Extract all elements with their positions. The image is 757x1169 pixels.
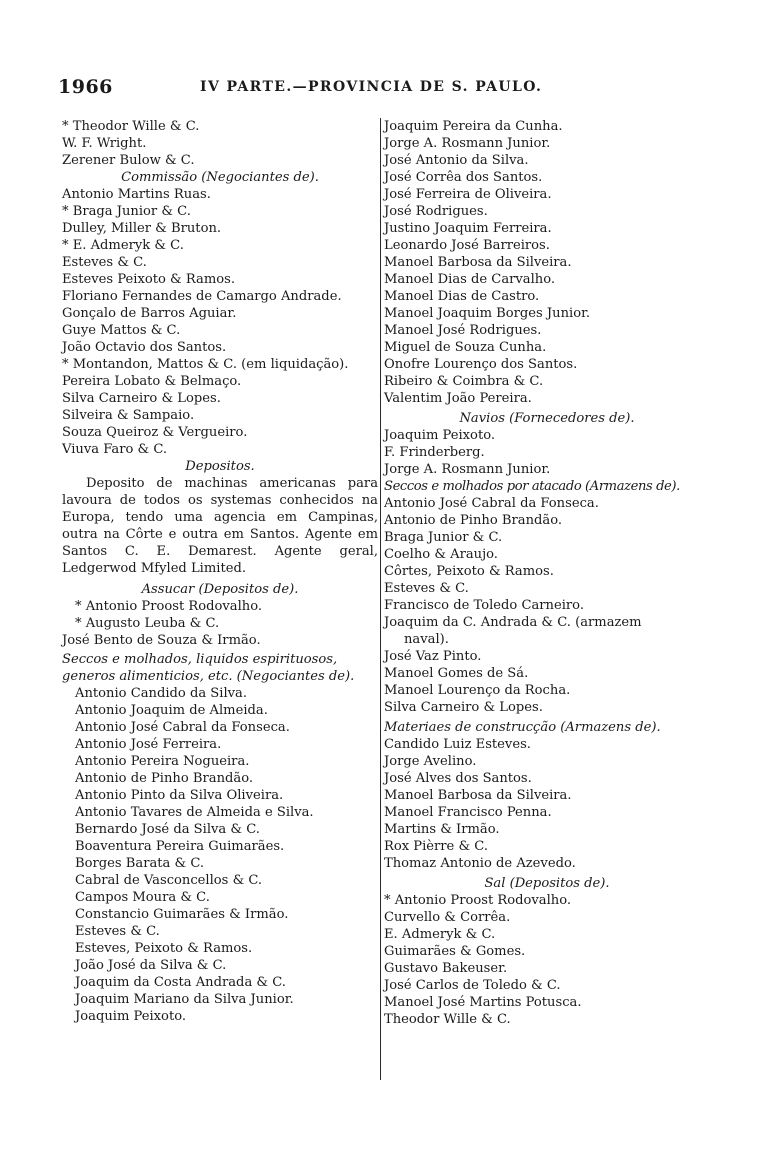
list-item: Pereira Lobato & Belmaço. xyxy=(62,374,242,389)
list-item: Ribeiro & Coimbra & C. xyxy=(384,374,544,389)
left-column xyxy=(62,118,378,1025)
list-item-continuation: naval). xyxy=(404,632,449,647)
list-item: Campos Moura & C. xyxy=(75,890,210,905)
list-item: * Montandon, Mattos & C. (em liquidação). xyxy=(62,357,349,372)
list-item: Joaquim Mariano da Silva Junior. xyxy=(75,992,294,1007)
list-item: * E. Admeryk & C. xyxy=(62,238,184,253)
list-item: José Corrêa dos Santos. xyxy=(384,170,543,185)
section-title-assucar: Assucar (Depositos de). xyxy=(141,582,299,597)
list-item: Antonio Candido da Silva. xyxy=(75,686,248,701)
list-item: Thomaz Antonio de Azevedo. xyxy=(384,856,576,871)
list-item: Esteves & C. xyxy=(384,581,469,596)
list-item: Joaquim da C. Andrada & C. (armazem xyxy=(384,615,642,630)
list-item: Manoel José Rodrigues. xyxy=(384,323,542,338)
list-item: * Antonio Proost Rodovalho. xyxy=(75,599,263,614)
list-item: Manoel Francisco Penna. xyxy=(384,805,552,820)
list-item: Braga Junior & C. xyxy=(384,530,503,545)
list-item: Joaquim Peixoto. xyxy=(384,428,496,443)
list-item: Antonio Tavares de Almeida e Silva. xyxy=(75,805,314,820)
list-item: Francisco de Toledo Carneiro. xyxy=(384,598,584,613)
list-item: * Augusto Leuba & C. xyxy=(75,616,220,631)
list-item: Manoel Lourenço da Rocha. xyxy=(384,683,571,698)
list-item: Viuva Faro & C. xyxy=(62,442,168,457)
list-item: José Rodrigues. xyxy=(384,204,488,219)
list-item: W. F. Wright. xyxy=(62,136,147,151)
list-item: Joaquim Peixoto. xyxy=(75,1009,187,1024)
list-item: Coelho & Araujo. xyxy=(384,547,498,562)
list-item: Manoel José Martins Potusca. xyxy=(384,995,582,1010)
list-item: Justino Joaquim Ferreira. xyxy=(384,221,552,236)
list-item: Floriano Fernandes de Camargo Andrade. xyxy=(62,289,342,304)
list-item: Curvello & Corrêa. xyxy=(384,910,511,925)
list-item: * Antonio Proost Rodovalho. xyxy=(384,893,572,908)
list-item: João Octavio dos Santos. xyxy=(62,340,227,355)
page-title: IV PARTE.—PROVINCIA DE S. PAULO. xyxy=(200,79,543,95)
list-item: José Ferreira de Oliveira. xyxy=(384,187,552,202)
list-item: Valentim João Pereira. xyxy=(384,391,532,406)
section-title-seccos-atacado: Seccos e molhados por atacado (Armazens de). xyxy=(384,479,680,494)
list-item: Esteves & C. xyxy=(62,255,147,270)
list-item: Esteves Peixoto & Ramos. xyxy=(62,272,236,287)
list-item: Côrtes, Peixoto & Ramos. xyxy=(384,564,554,579)
list-item: Manoel Dias de Castro. xyxy=(384,289,540,304)
section-title-sal: Sal (Depositos de). xyxy=(484,876,610,891)
list-item: João José da Silva & C. xyxy=(75,958,227,973)
section-title-materiaes: Materiaes de construcção (Armazens de). xyxy=(384,720,661,735)
list-item: José Vaz Pinto. xyxy=(384,649,482,664)
list-item: Theodor Wille & C. xyxy=(384,1012,511,1027)
list-item: Manoel Barbosa da Silveira. xyxy=(384,788,572,803)
list-item: José Antonio da Silva. xyxy=(384,153,529,168)
list-item: Antonio Pereira Nogueira. xyxy=(75,754,250,769)
list-item: Antonio de Pinho Brandão. xyxy=(75,771,254,786)
list-item: Zerener Bulow & C. xyxy=(62,153,195,168)
list-item: Antonio de Pinho Brandão. xyxy=(384,513,563,528)
list-item: Antonio Pinto da Silva Oliveira. xyxy=(75,788,284,803)
section-title-seccos-line2: generos alimenticios, etc. (Negociantes de). xyxy=(62,669,355,684)
list-item: Manoel Gomes de Sá. xyxy=(384,666,529,681)
list-item: Joaquim da Costa Andrada & C. xyxy=(75,975,286,990)
list-item: Antonio José Cabral da Fonseca. xyxy=(75,720,290,735)
list-item: Jorge A. Rosmann Junior. xyxy=(384,462,551,477)
list-item: Gonçalo de Barros Aguiar. xyxy=(62,306,237,321)
page-number: 1966 xyxy=(58,76,113,98)
list-item: Martins & Irmão. xyxy=(384,822,500,837)
list-item: Bernardo José da Silva & C. xyxy=(75,822,260,837)
list-item: Jorge Avelino. xyxy=(384,754,477,769)
list-item: Boaventura Pereira Guimarães. xyxy=(75,839,285,854)
list-item: Leonardo José Barreiros. xyxy=(384,238,550,253)
list-item: Manoel Dias de Carvalho. xyxy=(384,272,556,287)
list-item: Joaquim Pereira da Cunha. xyxy=(384,119,563,134)
section-title-navios: Navios (Fornecedores de). xyxy=(459,411,635,426)
list-item: Miguel de Souza Cunha. xyxy=(384,340,547,355)
list-item: * Braga Junior & C. xyxy=(62,204,191,219)
list-item: Antonio José Cabral da Fonseca. xyxy=(384,496,599,511)
list-item: Manoel Barbosa da Silveira. xyxy=(384,255,572,270)
list-item: José Carlos de Toledo & C. xyxy=(384,978,561,993)
list-item: Antonio Martins Ruas. xyxy=(62,187,211,202)
list-item: Borges Barata & C. xyxy=(75,856,205,871)
list-item: Dulley, Miller & Bruton. xyxy=(62,221,222,236)
section-title-seccos-line1: Seccos e molhados, liquidos espirituosos, xyxy=(62,652,338,667)
page-header xyxy=(58,76,578,100)
list-item: F. Frinderberg. xyxy=(384,445,485,460)
list-item: * Theodor Wille & C. xyxy=(62,119,200,134)
list-item: Guimarães & Gomes. xyxy=(384,944,526,959)
column-divider xyxy=(380,118,381,1080)
list-item: José Bento de Souza & Irmão. xyxy=(62,633,261,648)
list-item: Esteves & C. xyxy=(75,924,160,939)
list-item: Antonio José Ferreira. xyxy=(75,737,222,752)
list-item: Esteves, Peixoto & Ramos. xyxy=(75,941,253,956)
list-item: Guye Mattos & C. xyxy=(62,323,181,338)
list-item: Candido Luiz Esteves. xyxy=(384,737,531,752)
list-item: José Alves dos Santos. xyxy=(384,771,532,786)
list-item: Silva Carneiro & Lopes. xyxy=(62,391,221,406)
list-item: Silva Carneiro & Lopes. xyxy=(384,700,543,715)
list-item: Cabral de Vasconcellos & C. xyxy=(75,873,263,888)
right-column xyxy=(384,118,710,1028)
list-item: Souza Queiroz & Vergueiro. xyxy=(62,425,248,440)
list-item: Rox Pièrre & C. xyxy=(384,839,488,854)
section-title-commissao: Commissão (Negociantes de). xyxy=(121,170,319,185)
list-item: Gustavo Bakeuser. xyxy=(384,961,508,976)
list-item: Constancio Guimarães & Irmão. xyxy=(75,907,289,922)
list-item: E. Admeryk & C. xyxy=(384,927,496,942)
list-item: Antonio Joaquim de Almeida. xyxy=(75,703,268,718)
list-item: Silveira & Sampaio. xyxy=(62,408,195,423)
list-item: Onofre Lourenço dos Santos. xyxy=(384,357,578,372)
depositos-paragraph: Deposito de machinas americanas para lavoura de todos os systemas conhecidos na Europa, tendo uma agencia em Campinas, outra na Côrte e outra em Santos. Agente em Santos C. E. Demarest. Agente geral, Ledgerwod Mfyled Limited. xyxy=(62,476,378,576)
list-item: Jorge A. Rosmann Junior. xyxy=(384,136,551,151)
section-title-depositos: Depositos. xyxy=(185,459,255,474)
list-item: Manoel Joaquim Borges Junior. xyxy=(384,306,591,321)
